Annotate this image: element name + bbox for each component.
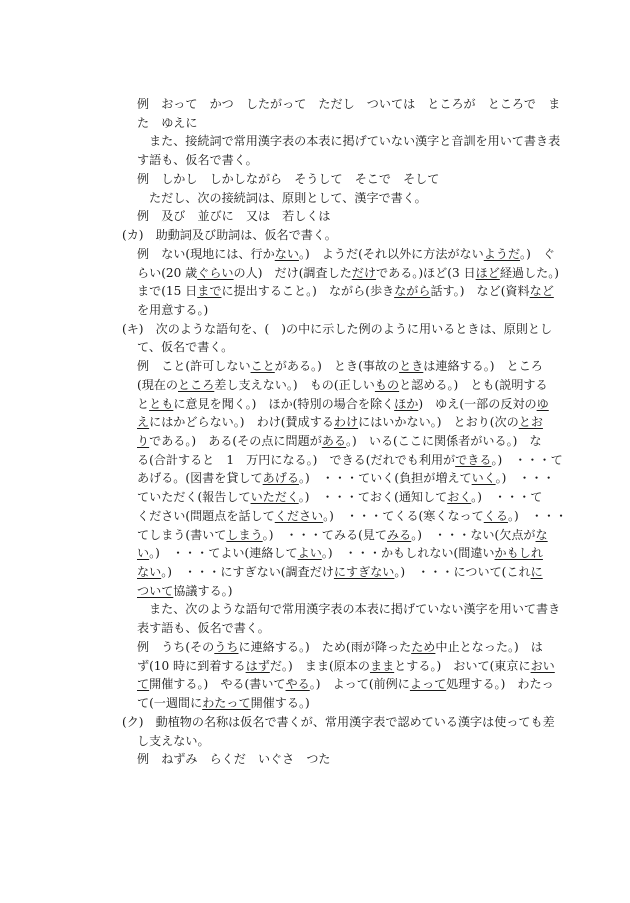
text-segment: 。) ・・・にすぎない(調査だけ [161, 565, 334, 579]
text-segment: にはいかない。) とおり(次の [358, 415, 519, 430]
text-line [137, 528, 548, 543]
text-segment: ただし、次の接続詞は、原則として、漢字で書く。 [149, 190, 427, 205]
underlined-text: え [137, 415, 150, 430]
text-line [122, 322, 552, 337]
text-segment: を用意する。) [137, 302, 209, 317]
underlined-text: まま [369, 658, 395, 673]
text-line [137, 471, 555, 486]
text-segment: 例 こと(許可しない [137, 359, 251, 374]
text-line [137, 621, 270, 636]
text-segment: 。) ・・・かもしれない(間違い [321, 546, 495, 561]
text-segment: 開催する。) [250, 696, 310, 710]
text-segment: てしまう(書いて [137, 527, 227, 542]
text-segment: にはかどらない。) わけ(賛成する [149, 415, 334, 430]
text-segment: まで(15 日 [137, 284, 198, 299]
text-line [137, 752, 331, 767]
underlined-text: ほど [475, 265, 500, 280]
text-segment: 。) ・・・てくる(寒くなって [323, 508, 484, 523]
text-line [149, 191, 427, 206]
underlined-text: かもしれ [494, 546, 543, 561]
text-segment: 。) ぐ [520, 246, 555, 261]
text-segment: に提出すること。) ながら(歩き [221, 284, 395, 299]
text-segment: に連絡する。) ため(雨が降った [238, 639, 412, 654]
text-segment: に意見を聞く。) ほか(特別の場合を除く [173, 396, 395, 411]
underlined-text: おい [530, 658, 555, 673]
text-segment: (ク) 動植物の名称は仮名で書くが、常用漢字表で認めている漢字は使っても差 [122, 714, 555, 729]
text-segment: 例 うち(その [137, 639, 215, 654]
text-line [137, 303, 208, 318]
underlined-text: もの [374, 377, 400, 392]
underlined-text: まで [197, 284, 222, 299]
text-segment: て、仮名で書く。 [137, 340, 234, 355]
text-segment: 経過した。) [499, 265, 559, 280]
text-line [137, 734, 210, 749]
underlined-text: な [535, 527, 548, 542]
text-line [137, 378, 548, 393]
text-segment: 例 おって かつ したがって ただし ついては ところが ところで ま [137, 97, 561, 111]
underlined-text: いただく [250, 490, 299, 505]
text-segment: 例 ない(現地には、行か [137, 246, 275, 261]
underlined-text: ついて [137, 583, 174, 598]
text-line [137, 677, 554, 692]
text-line [137, 696, 310, 711]
text-segment: あげる。(図書を貸して [137, 471, 263, 486]
underlined-text: ゆ [536, 396, 549, 411]
text-segment: 。) ・・・ [507, 508, 568, 523]
text-segment: がある。) とき(事故の [274, 359, 400, 374]
underlined-text: ほか [394, 396, 419, 411]
text-segment: (キ) 次のような語句を、( )の中に示した例のように用いるときは、原則とし [122, 321, 553, 336]
text-line [137, 247, 555, 262]
text-segment: である。) ある(その点に問題が [149, 434, 322, 448]
underlined-text: て [137, 677, 150, 692]
underlined-text: にすぎない [333, 565, 395, 579]
text-line [137, 116, 197, 131]
underlined-text: とお [518, 415, 543, 430]
text-line [137, 434, 542, 449]
underlined-text: できる [455, 452, 492, 467]
text-line [137, 659, 555, 674]
text-segment: 。) ようだ(それ以外に方法がない [298, 246, 484, 261]
text-segment: の人) だけ(調査した [233, 265, 352, 280]
underlined-text: い [137, 546, 150, 561]
text-line [137, 453, 563, 468]
text-segment: ください(問題点を話して [137, 508, 275, 523]
text-segment: 。) ・・・てよい(連絡して [149, 546, 298, 561]
underlined-text: だけ [351, 265, 377, 280]
text-line [122, 715, 555, 730]
text-segment: た ゆえに [137, 115, 198, 130]
text-segment: る(合計すると 1 万円になる。) できる(だれでも利用が [137, 452, 456, 467]
text-segment: である。)ほど(3 日 [376, 265, 476, 280]
text-segment: 中止となった。) は [435, 639, 543, 654]
text-segment: 。) ・・・について(これ [394, 565, 531, 579]
text-segment: (カ) 助動詞及び助詞は、仮名で書く。 [122, 228, 337, 242]
text-line [137, 397, 549, 412]
text-line [137, 153, 258, 168]
text-segment: 。) ・・・て [491, 452, 563, 467]
text-segment: 。) よって(前例に [309, 677, 410, 692]
underlined-text: やる [285, 677, 310, 692]
text-segment: (現在の [137, 377, 178, 392]
text-segment: 。) ・・・て [471, 490, 543, 505]
underlined-text: ぐらい [197, 265, 234, 280]
text-line [122, 228, 337, 243]
underlined-text: よい [297, 546, 322, 561]
text-line [137, 172, 439, 187]
text-line [149, 602, 560, 617]
text-segment: 。) いる(ここに関係者がいる。) な [346, 434, 542, 448]
text-line [137, 284, 554, 299]
text-segment: 表す語も、仮名で書く。 [137, 621, 270, 636]
text-line [137, 584, 232, 599]
underlined-text: いく [471, 471, 496, 486]
text-segment: 協議する。) [173, 583, 233, 598]
text-segment: ず(10 時に到着する [137, 658, 246, 673]
text-segment: 。) ・・・ていく(負担が増えて [298, 471, 472, 486]
text-segment: 開催する。) やる(書いて [149, 677, 286, 692]
text-segment: 例 及び 並びに 又は 若しくは [137, 209, 331, 224]
underlined-text: ながら [394, 284, 431, 299]
underlined-text: ところ [178, 377, 215, 392]
text-segment: また、次のような語句で常用漢字表の本表に掲げていない漢字を用いて書き [149, 602, 561, 617]
text-segment: だ。) まま(原本の [269, 658, 370, 673]
underlined-text: わたって [202, 696, 251, 710]
underlined-text: に [530, 565, 543, 579]
text-line [137, 340, 233, 355]
text-line [137, 565, 543, 580]
text-line [137, 415, 543, 430]
text-segment: 例 しかし しかしながら そうして そこで そして [137, 171, 440, 186]
underlined-text: ある [321, 434, 347, 448]
underlined-text: など [529, 284, 554, 299]
text-segment: は連絡する。) ところ [423, 359, 543, 374]
text-segment: らい(20 歳 [137, 265, 198, 280]
text-segment: 。) ・・・てみる(見て [262, 527, 387, 542]
text-segment: す語も、仮名で書く。 [137, 153, 258, 168]
underlined-text: くる [483, 508, 508, 523]
text-segment: 処理する。) わたっ [446, 677, 554, 692]
text-segment: 話す。) など(資料 [430, 284, 530, 299]
text-segment: 。) ・・・ておく(通知して [298, 490, 448, 505]
text-segment: 例 ねずみ らくだ いぐさ つた [137, 752, 331, 767]
underlined-text: わけ [333, 415, 359, 430]
underlined-text: みる [387, 527, 412, 542]
underlined-text: ため [411, 639, 436, 654]
underlined-text: とき [399, 359, 424, 374]
text-segment: ていただく(報告して [137, 490, 251, 505]
text-segment: と認める。) とも(説明する [399, 377, 548, 392]
text-segment: 。) ・・・ [495, 471, 555, 486]
underlined-text: しまう [226, 527, 263, 542]
text-line [137, 97, 560, 112]
text-line [137, 640, 543, 655]
text-line [149, 134, 560, 149]
text-segment: 。) ・・・ない(欠点が [411, 527, 536, 542]
text-segment: し支えない。 [137, 733, 210, 748]
underlined-text: ない [274, 246, 299, 261]
text-segment: 差し支えない。) もの(正しい [214, 377, 375, 392]
underlined-text: はず [245, 658, 270, 673]
underlined-text: とも [149, 396, 174, 411]
underlined-text: ない [137, 565, 162, 579]
underlined-text: ください [274, 508, 324, 523]
text-line [137, 509, 567, 524]
underlined-text: よって [409, 677, 447, 692]
underlined-text: うち [214, 639, 239, 654]
underlined-text: こと [250, 359, 275, 374]
underlined-text: おく [447, 490, 472, 505]
text-line [137, 546, 543, 561]
text-line [137, 490, 542, 505]
underlined-text: ようだ [483, 246, 521, 261]
text-segment: とする。) おいて(東京に [394, 658, 531, 673]
text-segment: て(一週間に [137, 696, 203, 710]
underlined-text: り [137, 434, 150, 448]
text-line [137, 266, 559, 281]
underlined-text: あげる [262, 471, 299, 486]
text-line [137, 209, 331, 224]
text-segment: と [137, 396, 150, 411]
text-line [137, 359, 543, 374]
text-segment: ) ゆえ(一部の反対の [418, 396, 537, 411]
text-segment: また、接続詞で常用漢字表の本表に掲げていない漢字と音訓を用いて書き表 [149, 134, 561, 149]
